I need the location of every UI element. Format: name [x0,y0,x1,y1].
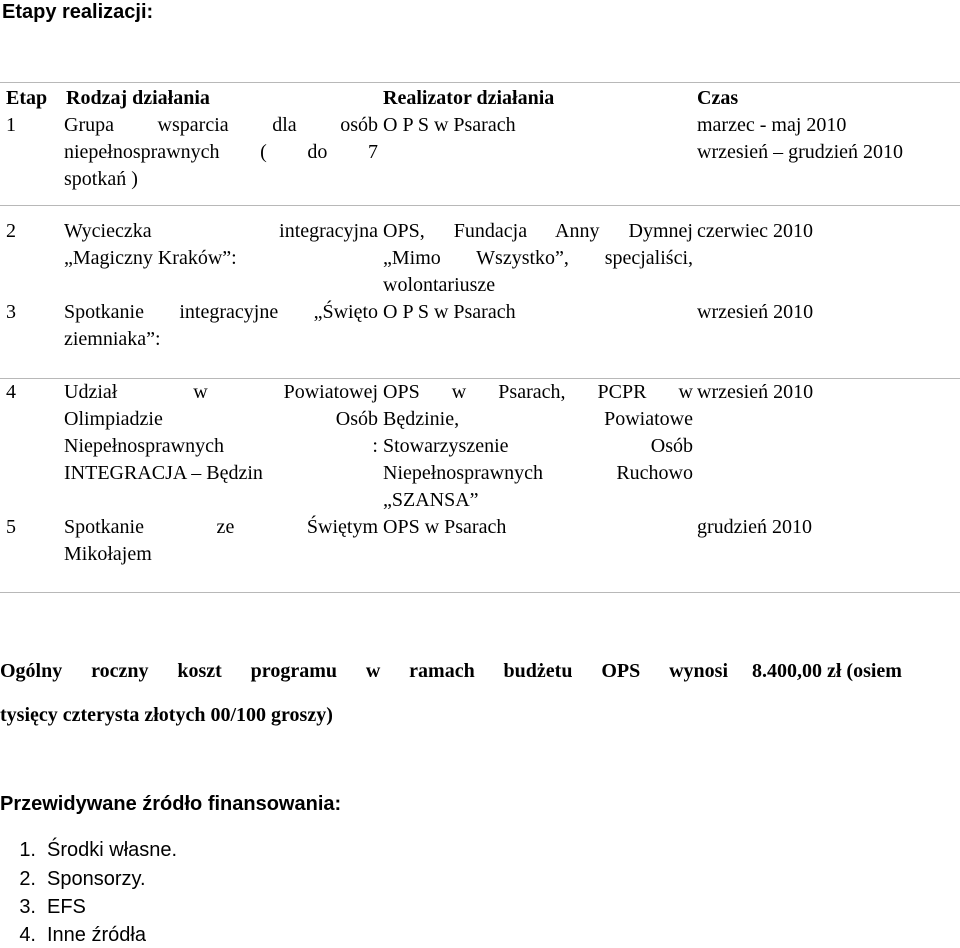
activity-executor: O P S w Psarach [383,301,516,323]
activity-type: Spotkanie integracyjne „Święto ziemniaka”: [64,301,378,350]
header-rodzaj: Rodzaj działania [66,87,210,109]
cost-line-2: tysięcy czterysta złotych 00/100 groszy) [0,704,333,726]
header-realizator: Realizator działania [383,87,555,109]
activity-time: wrzesień 2010 [697,381,814,403]
table-rule-top [0,82,960,83]
etap-number: 1 [6,114,16,136]
activity-type: Wycieczka integracyjna „Magiczny Kraków”: [64,220,378,269]
cost-amount: 8.400,00 zł (osiem [752,660,902,682]
list-item: 2. Sponsorzy. [19,868,146,890]
activity-executor: O P S w Psarach [383,114,516,136]
activity-type: Grupa wsparcia dla osób niepełnosprawnych ( do 7 spotkań ) [64,114,378,190]
activity-time: czerwiec 2010 [697,220,814,242]
activity-executor: OPS, Fundacja Anny Dymnej „Mimo Wszystko”, specjaliści, wolontariusze [383,220,693,296]
funding-title: Przewidywane źródło finansowania: [0,793,342,815]
header-etap: Etap [6,87,48,109]
activity-type: Spotkanie ze Świętym Mikołajem [64,516,378,565]
section-title: Etapy realizacji: [2,1,154,23]
activity-time: marzec - maj 2010 wrzesień – grudzień 2010 [697,114,904,163]
table-rule [0,205,960,206]
etap-number: 4 [6,381,16,403]
activity-executor: OPS w Psarach, PCPR w Będzinie, Powiatowe Stowarzyszenie Osób Niepełnosprawnych Ruchowo „SZANSA” [383,381,693,511]
activity-time: grudzień 2010 [697,516,812,538]
etap-number: 3 [6,301,16,323]
list-item: 1. Środki własne. [19,839,178,861]
list-item: 4. Inne źródła [19,924,146,946]
activity-type: Udział w Powiatowej Olimpiadzie Osób Niepełnosprawnych : INTEGRACJA – Będzin [64,381,378,484]
list-item: 3. EFS [19,896,86,918]
etap-number: 5 [6,516,16,538]
activity-time: wrzesień 2010 [697,301,814,323]
etap-number: 2 [6,220,16,242]
cost-line-1: Ogólny roczny koszt programu w ramach budżetu OPS wynosi [0,660,728,682]
activity-executor: OPS w Psarach [383,516,507,538]
header-czas: Czas [697,87,739,109]
table-rule-bottom [0,592,960,593]
